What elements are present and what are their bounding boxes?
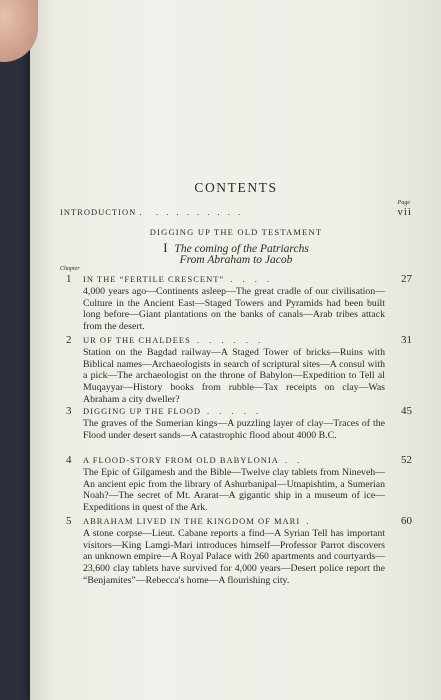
part-subtitle: From Abraham to Jacob [179,254,293,266]
chapter-page: 27 [401,273,412,285]
chapter-number: 4 [66,454,72,466]
page-column-label: Page [397,200,410,206]
chapter-description: The graves of the Sumerian kings—A puzzling layer of clay—Traces of the Flood under desert sands—A catastrophic flood about 4000 B.C. [83,418,385,441]
chapter-page: 31 [401,334,412,346]
chapter-heading [83,274,273,284]
toc-entry-page: vii [397,206,412,218]
chapter-number: 3 [66,405,72,417]
chapter-heading [83,335,264,345]
chapter-heading-text: DIGGING UP THE FLOOD [83,406,201,416]
part-heading: DIGGING UP THE OLD TESTAMENT [149,227,323,237]
chapter-heading-text: IN THE “FERTILE CRESCENT” [83,274,225,284]
page-title: CONTENTS [194,180,278,195]
chapter-number: 2 [66,334,72,346]
chapter-number: 5 [66,515,72,527]
chapter-heading [83,406,262,416]
toc-leader-dots: . . . . [230,274,274,284]
toc-leader-dots: . . . . . . [196,335,265,345]
chapter-description: 4,000 years ago—Continents asleep—The great cradle of our civilisation—Culture in the Ancient East—Staged Towers and Pyramids had been built long before—Giant plantations on the banks of canals—Arab tribes attack from the desert. [83,286,385,333]
part-title: The coming of the Patriarchs [174,243,309,255]
chapter-page: 60 [401,515,412,527]
part-numeral: I [163,240,168,255]
chapter-page: 45 [401,405,412,417]
chapter-heading [83,516,312,526]
chapter-number: 1 [66,273,72,285]
chapter-heading-text: UR OF THE CHALDEES [83,335,191,345]
book-page [30,0,441,700]
chapter-heading-text: A FLOOD-STORY FROM OLD BABYLONIA [83,455,279,465]
chapter-heading [83,455,303,465]
toc-entry-label: INTRODUCTION . [60,207,143,217]
toc-leader-dots: . [306,516,313,526]
chapter-description: Station on the Bagdad railway—A Staged Tower of bricks—Ruins with Biblical names—Archaeologists in search of scriptural sites—A consul with a pick—The archaeologist on the throne of Babylon—Expedition to Tell al Muqayyar—History books from rubble—Tax receipts on clay—Was Abraham a city dweller? [83,347,385,405]
chapter-description: A stone corpse—Lieut. Cabane reports a find—A Syrian Tell has important visitors—King Lamgi-Mari introduces himself—Professor Parrot discovers an unknown empire—A Royal Palace with 260 apartments and courtyards—23,600 clay tablets have survived for 4,000 years—Desert police report the “Benjamites”—Rebecca's home—A flourishing city. [83,528,385,586]
chapter-description: The Epic of Gilgamesh and the Bible—Twelve clay tablets from Nineveh—An ancient epic from the library of Ashurbanipal—Utnapishtim, a Sumerian Noah?—The secret of Mt. Ararat—A gigantic ship in a museum of ice—Expeditions in quest of the Ark. [83,467,385,514]
chapter-column-label: Chapter [60,266,80,272]
chapter-heading-text: ABRAHAM LIVED IN THE KINGDOM OF MARI [83,516,301,526]
toc-leader-dots: . . . . . [206,406,263,416]
toc-leader-dots: . . . . . . . . . [156,207,244,217]
toc-leader-dots: . . [284,455,304,465]
chapter-page: 52 [401,454,412,466]
